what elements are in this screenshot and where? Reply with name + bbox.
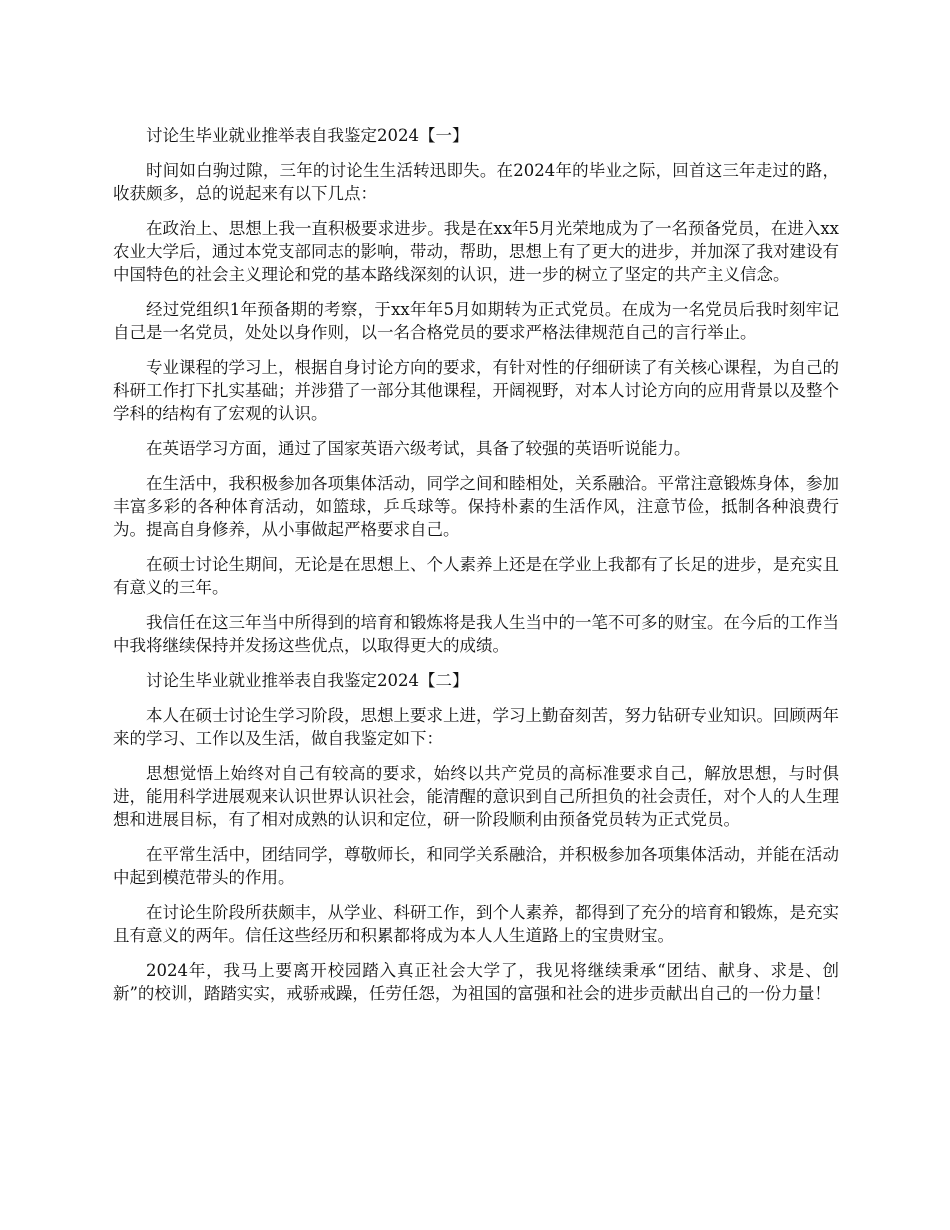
paragraph: 在政治上、思想上我一直积极要求进步。我是在xx年5月光荣地成为了一名预备党员，在进入xx农业大学后，通过本党支部同志的影响，带动，帮助，思想上有了更大的进步，并加深了我对建设有中国特色的社会主义理论和党的基本路线深刻的认识，进一步的树立了坚定的共产主义信念。: [113, 219, 839, 284]
paragraph: 在讨论生阶段所获颇丰，从学业、科研工作，到个人素养，都得到了充分的培育和锻炼，是充实且有意义的两年。信任这些经历和积累都将成为本人人生道路上的宝贵财宝。: [113, 903, 839, 945]
paragraph: 专业课程的学习上，根据自身讨论方向的要求，有针对性的仔细研读了有关核心课程，为自己的科研工作打下扎实基础；并涉猎了一部分其他课程，开阔视野，对本人讨论方向的应用背景以及整个学科的结构有了宏观的认识。: [113, 358, 839, 423]
paragraph: 经过党组织1年预备期的考察，于xx年年5月如期转为正式党员。在成为一名党员后我时刻牢记自己是一名党员，处处以身作则，以一名合格党员的要求严格法律规范自己的言行举止。: [113, 300, 839, 342]
section-heading-1: 讨论生毕业就业推举表自我鉴定2024【一】: [146, 126, 469, 145]
paragraph: 在生活中，我积极参加各项集体活动，同学之间和睦相处，关系融洽。平常注意锻炼身体，参加丰富多彩的各种体育活动，如篮球，乒乓球等。保持朴素的生活作风，注意节俭，抵制各种浪费行为。提高自身修养，从小事做起严格要求自己。: [113, 474, 839, 539]
section-heading-2: 讨论生毕业就业推举表自我鉴定2024【二】: [146, 671, 469, 690]
paragraph: 在平常生活中，团结同学，尊敬师长，和同学关系融洽，并积极参加各项集体活动，并能在活动中起到模范带头的作用。: [113, 845, 839, 887]
paragraph: 2024年，我马上要离开校园踏入真正社会大学了，我见将继续秉承“团结、献身、求是、创新”的校训，踏踏实实，戒骄戒躁，任劳任怨，为祖国的富强和社会的进步贡献出自己的一份力量！: [113, 961, 839, 1003]
paragraph: 在硕士讨论生期间，无论是在思想上、个人素养上还是在学业上我都有了长足的进步，是充实且有意义的三年。: [113, 555, 839, 597]
document-body: [113, 124, 839, 1017]
paragraph: 在英语学习方面，通过了国家英语六级考试，具备了较强的英语听说能力。: [146, 439, 691, 458]
paragraph: 思想觉悟上始终对自己有较高的要求，始终以共产党员的高标准要求自己，解放思想，与时俱进，能用科学进展观来认识世界认识社会，能清醒的意识到自己所担负的社会责任，对个人的人生理想和进展目标，有了相对成熟的认识和定位，研一阶段顺利由预备党员转为正式党员。: [113, 764, 839, 829]
paragraph: 我信任在这三年当中所得到的培育和锻炼将是我人生当中的一笔不可多的财宝。在今后的工作当中我将继续保持并发扬这些优点，以取得更大的成绩。: [113, 613, 839, 655]
paragraph: 本人在硕士讨论生学习阶段，思想上要求上进，学习上勤奋刻苦，努力钻研专业知识。回顾两年来的学习、工作以及生活，做自我鉴定如下：: [113, 706, 839, 748]
paragraph: 时间如白驹过隙，三年的讨论生生活转迅即失。在2024年的毕业之际，回首这三年走过的路，收获颇多，总的说起来有以下几点：: [113, 161, 839, 203]
